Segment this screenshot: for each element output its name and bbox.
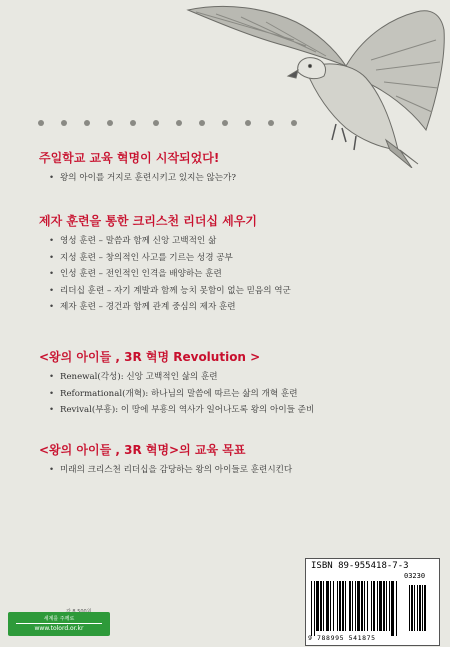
list-item: • Renewal(각성): 신앙 고백적인 삶의 훈련 — [49, 369, 314, 386]
list-item: • 인성 훈련 – 전인적인 인격을 배양하는 훈련 — [49, 266, 291, 283]
barcode-addon-bar — [409, 585, 410, 631]
barcode-bar — [379, 581, 382, 631]
barcode-addon-bar — [417, 585, 418, 631]
barcode-bar — [357, 581, 360, 631]
list-item: • 미래의 크리스천 리더십을 감당하는 왕의 아이들로 훈련시킨다 — [49, 462, 292, 479]
barcode-bar — [391, 581, 394, 636]
barcode-bar — [323, 581, 324, 631]
barcode-bar — [361, 581, 363, 631]
dot — [199, 120, 205, 126]
barcode-bar — [342, 581, 344, 631]
publisher-tagline: 세계를 주께로 — [43, 616, 75, 622]
list-item: • 지성 훈련 – 창의적인 사고를 기르는 성경 공부 — [49, 250, 291, 267]
dot — [291, 120, 297, 126]
dot — [84, 120, 90, 126]
list-item: • Revival(부흥): 이 땅에 부흥의 역사가 일어나도록 왕의 아이들 준비 — [49, 402, 314, 419]
dot — [107, 120, 113, 126]
barcode-bar — [316, 581, 319, 631]
isbn-addon-code: 03230 — [404, 572, 426, 580]
dot — [130, 120, 136, 126]
barcode-bar — [383, 581, 385, 631]
barcode-addon-bar — [414, 585, 415, 631]
barcode-bar — [389, 581, 390, 631]
barcode-bar — [311, 581, 312, 636]
list-item: • 왕의 아이를 거지로 훈련시키고 있지는 않는가? — [49, 170, 236, 187]
barcode-bar — [377, 581, 378, 631]
bullet-list — [39, 170, 236, 187]
section-education-goal — [39, 442, 292, 479]
bullet-list — [39, 462, 292, 479]
section-3r-revolution — [39, 349, 314, 419]
list-item: • 영성 훈련 – 말씀과 함께 신앙 고백적인 삶 — [49, 233, 291, 250]
dot — [268, 120, 274, 126]
barcode-bar — [339, 581, 341, 631]
barcode — [309, 581, 435, 636]
barcode-bar — [386, 581, 387, 631]
publisher-url: www.tolord.or.kr — [34, 625, 84, 632]
eagle-illustration — [186, 0, 448, 168]
barcode-bar — [349, 581, 351, 631]
barcode-bar — [314, 581, 315, 636]
dot — [176, 120, 182, 126]
barcode-addon-bar — [424, 585, 426, 631]
barcode-bar — [320, 581, 322, 631]
list-item: • 리더십 훈련 – 자기 계발과 함께 능치 못함이 없는 믿음의 역군 — [49, 283, 291, 300]
dot — [222, 120, 228, 126]
barcode-bar — [352, 581, 353, 631]
bullet-list — [39, 369, 314, 419]
decorative-dots — [38, 120, 297, 126]
isbn-digits: 9 788995 541875 — [308, 634, 376, 642]
isbn-barcode-box — [305, 558, 440, 646]
section-revolution-intro — [39, 150, 236, 187]
barcode-bar — [326, 581, 329, 631]
barcode-addon-bar — [419, 585, 421, 631]
barcode-bar — [371, 581, 372, 631]
isbn-label: ISBN 89-955418-7-3 — [311, 561, 409, 571]
barcode-bar — [364, 581, 365, 631]
barcode-bar — [367, 581, 368, 631]
list-item: • 제자 훈련 – 경건과 함께 관계 중심의 제자 훈련 — [49, 299, 291, 316]
barcode-bar — [373, 581, 375, 631]
list-item: • Reformational(개혁): 하나님의 말씀에 따르는 삶의 개혁 훈련 — [49, 386, 314, 403]
barcode-bar — [330, 581, 331, 631]
publisher-logo — [8, 612, 110, 636]
section-heading: <왕의 아이들 , 3R 혁명>의 교육 목표 — [39, 443, 246, 457]
section-heading: <왕의 아이들 , 3R 혁명 Revolution > — [39, 350, 261, 364]
dot — [153, 120, 159, 126]
dot — [38, 120, 44, 126]
section-heading: 제자 훈련을 통한 크리스천 리더십 세우기 — [39, 214, 257, 228]
barcode-bar — [396, 581, 397, 636]
barcode-bar — [337, 581, 338, 631]
bullet-list — [39, 233, 291, 316]
barcode-bar — [345, 581, 346, 631]
barcode-bar — [355, 581, 356, 631]
section-disciple-training — [39, 213, 291, 316]
dot — [61, 120, 67, 126]
barcode-bar — [333, 581, 334, 631]
section-heading: 주일학교 교육 혁명이 시작되었다! — [39, 151, 220, 165]
barcode-addon-bar — [422, 585, 423, 631]
barcode-addon-bar — [411, 585, 413, 631]
logo-divider — [16, 623, 102, 624]
dot — [245, 120, 251, 126]
